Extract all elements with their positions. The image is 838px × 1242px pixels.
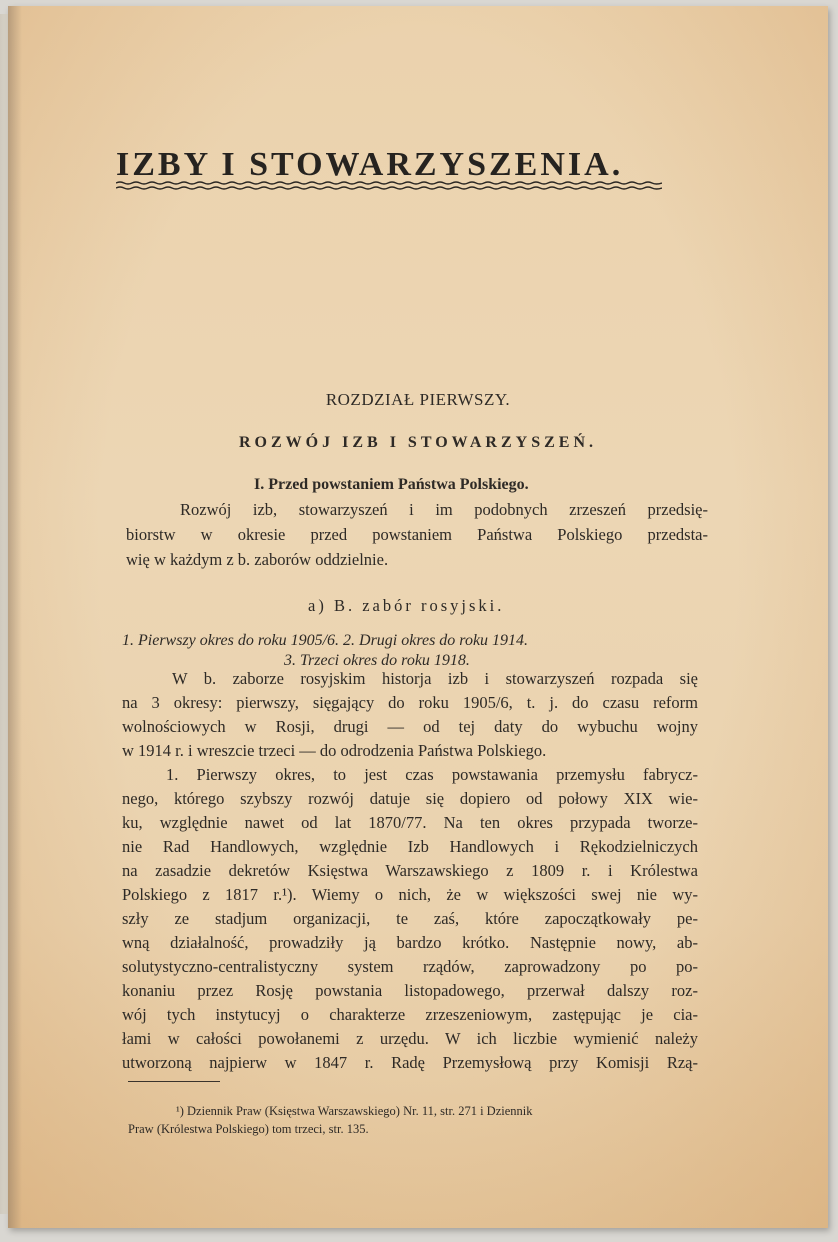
body-line: łami w całości powołanemi z urzędu. W ich liczbie wymienić należy bbox=[122, 1029, 698, 1048]
body-line: wój tych instytucyj o charakterze zrzeszeniowym, zastępując je cia- bbox=[122, 1005, 698, 1024]
chapter-title: ROZWÓJ IZB I STOWARZYSZEŃ. bbox=[239, 434, 597, 451]
body-line: nie Rad Handlowych, względnie Izb Handlowych i Rękodzielniczych bbox=[122, 837, 698, 856]
intro-line: Rozwój izb, stowarzyszeń i im podobnych zrzeszeń przedsię- bbox=[180, 500, 708, 519]
footnote-line: ¹) Dziennik Praw (Księstwa Warszawskiego) Nr. 11, str. 271 i Dziennik bbox=[176, 1103, 533, 1118]
body-line: na 3 okresy: pierwszy, sięgający do roku 1905/6, t. j. do czasu reform bbox=[122, 693, 698, 712]
body-line: nego, którego szybszy rozwój datuje się dopiero od połowy XIX wie- bbox=[122, 789, 698, 808]
body-line: w 1914 r. i wreszcie trzeci — do odrodzenia Państwa Polskiego. bbox=[122, 741, 547, 760]
main-title: IZBY I STOWARZYSZENIA. bbox=[116, 146, 624, 183]
footnote-rule bbox=[128, 1081, 220, 1082]
body-line: 1. Pierwszy okres, to jest czas powstawania przemysłu fabrycz- bbox=[166, 765, 698, 784]
title-wavy-rule bbox=[116, 180, 662, 192]
periods-line: 1. Pierwszy okres do roku 1905/6. 2. Drugi okres do roku 1914. bbox=[122, 632, 529, 649]
footnote-line: Praw (Królestwa Polskiego) tom trzeci, str. 135. bbox=[128, 1121, 369, 1136]
body-line: Polskiego z 1817 r.¹). Wiemy o nich, że w większości swej nie wy- bbox=[122, 885, 698, 904]
body-line: wolnościowych w Rosji, drugi — od tej daty do wybuchu wojny bbox=[122, 717, 698, 736]
body-line: W b. zaborze rosyjskim historja izb i stowarzyszeń rozpada się bbox=[172, 669, 698, 688]
section-title: I. Przed powstaniem Państwa Polskiego. bbox=[254, 476, 529, 493]
chapter-number: ROZDZIAŁ PIERWSZY. bbox=[325, 390, 511, 409]
periods-line: 3. Trzeci okres do roku 1918. bbox=[284, 652, 470, 669]
body-line: solutystyczno-centralistyczny system rządów, zaprowadzony po po- bbox=[122, 957, 698, 976]
body-line: szły ze stadjum organizacji, te zaś, które zapoczątkowały pe- bbox=[122, 909, 698, 928]
body-line: ku, względnie nawet od lat 1870/77. Na ten okres przypada tworze- bbox=[122, 813, 698, 832]
body-line: na zasadzie dekretów Księstwa Warszawskiego z 1809 r. i Królestwa bbox=[122, 861, 698, 880]
intro-line: biorstw w okresie przed powstaniem Państwa Polskiego przedsta- bbox=[126, 525, 708, 544]
body-line: wną działalność, prowadziły ją bardzo krótko. Następnie nowy, ab- bbox=[122, 933, 698, 952]
document-page bbox=[8, 6, 828, 1228]
intro-line: wię w każdym z b. zaborów oddzielnie. bbox=[126, 550, 389, 569]
body-line: konaniu przez Rosję powstania listopadowego, przerwał dalszy roz- bbox=[122, 981, 698, 1000]
page-edge-shadow bbox=[8, 6, 22, 1228]
body-line: utworzoną najpierw w 1847 r. Radę Przemysłową przy Komisji Rzą- bbox=[122, 1053, 698, 1072]
subsection-heading: a) B. zabór rosyjski. bbox=[308, 595, 505, 615]
